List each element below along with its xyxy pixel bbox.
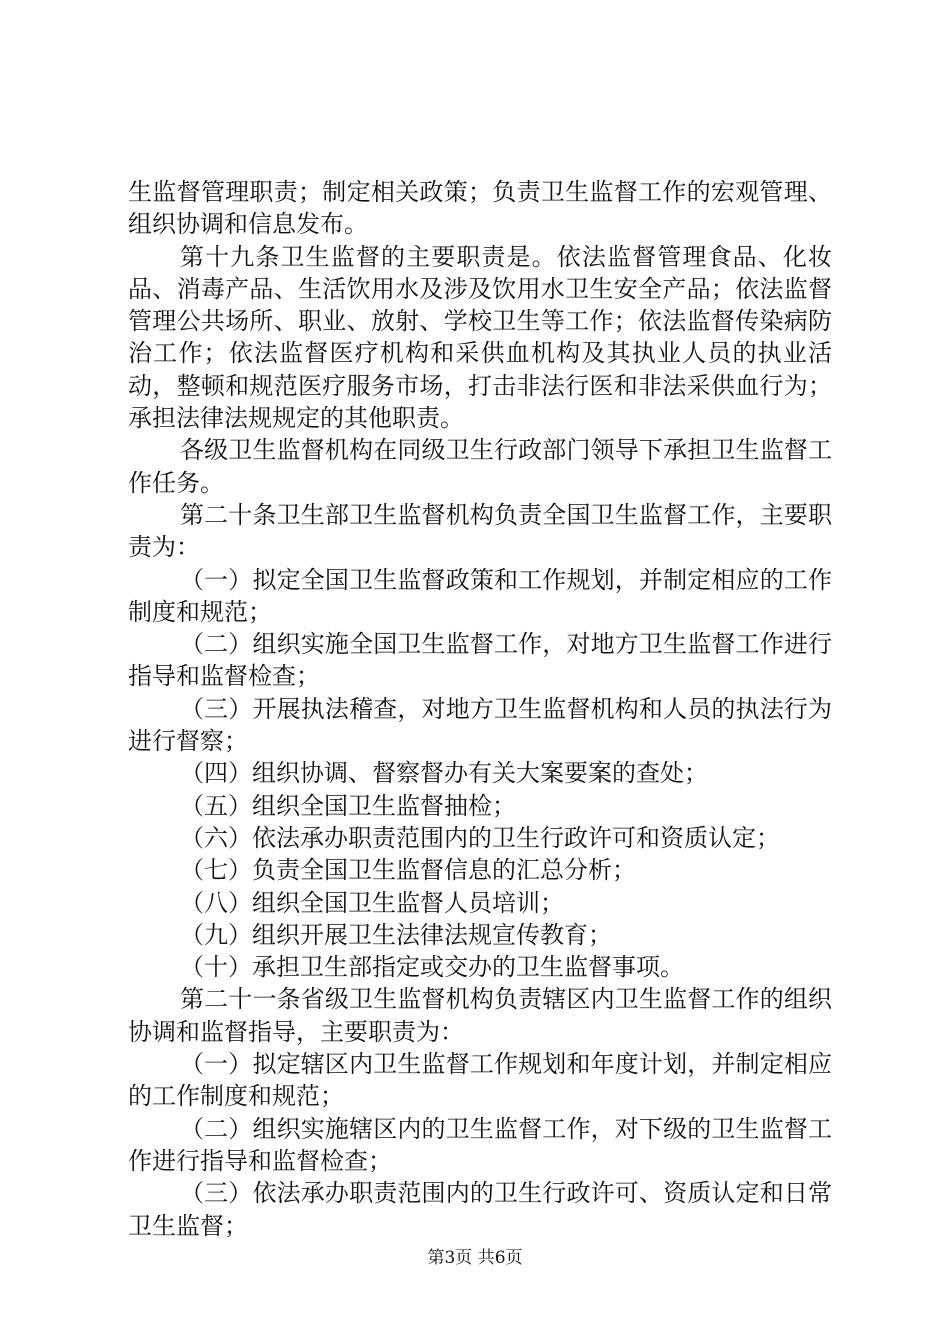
paragraph: 各级卫生监督机构在同级卫生行政部门领导下承担卫生监督工作任务。 (128, 436, 832, 497)
document-body (128, 176, 832, 1242)
list-item: （六）依法承办职责范围内的卫生行政许可和资质认定； (180, 823, 780, 852)
list-item: （三）依法承办职责范围内的卫生行政许可、资质认定和日常卫生监督； (128, 1179, 832, 1240)
list-item: （三）开展执法稽查，对地方卫生监督机构和人员的执法行为进行督察； (128, 694, 832, 756)
paragraph: 生监督管理职责；制定相关政策；负责卫生监督工作的宏观管理、组织协调和信息发布。 (128, 178, 832, 239)
paragraph: 第二十条卫生部卫生监督机构负责全国卫生监督工作，主要职责为： (128, 500, 832, 562)
list-item: （一）拟定辖区内卫生监督工作规划和年度计划，并制定相应的工作制度和规范； (128, 1050, 832, 1111)
list-item: （二）组织实施辖区内的卫生监督工作，对下级的卫生监督工作进行指导和监督检查； (128, 1114, 832, 1175)
list-item: （十）承担卫生部指定或交办的卫生监督事项。 (180, 953, 684, 982)
list-item: （九）组织开展卫生法律法规宣传教育； (180, 920, 612, 949)
list-item: （七）负责全国卫生监督信息的汇总分析； (180, 856, 636, 885)
list-item: （二）组织实施全国卫生监督工作，对地方卫生监督工作进行指导和监督检查； (128, 630, 832, 691)
paragraph: 第二十一条省级卫生监督机构负责辖区内卫生监督工作的组织协调和监督指导，主要职责为： (128, 985, 832, 1046)
list-item: （五）组织全国卫生监督抽检； (180, 791, 516, 820)
list-item: （一）拟定全国卫生监督政策和工作规划，并制定相应的工作制度和规范； (128, 565, 832, 626)
page-number-footer: 第3页 共6页 (427, 1248, 523, 1268)
list-item: （四）组织协调、督察督办有关大案要案的查处； (180, 759, 708, 788)
paragraph: 第十九条卫生监督的主要职责是。依法监督管理食品、化妆品、消毒产品、生活饮用水及涉及饮用水卫生安全产品；依法监督管理公共场所、职业、放射、学校卫生等工作；依法监督传染病防治工作；依法监督医疗机构和采供血机构及其执业人员的执业活动，整顿和规范医疗服务市场，打击非法行医和非法采供血行为；承担法律法规规定的其他职责。 (128, 242, 832, 433)
list-item: （八）组织全国卫生监督人员培训； (180, 888, 564, 917)
